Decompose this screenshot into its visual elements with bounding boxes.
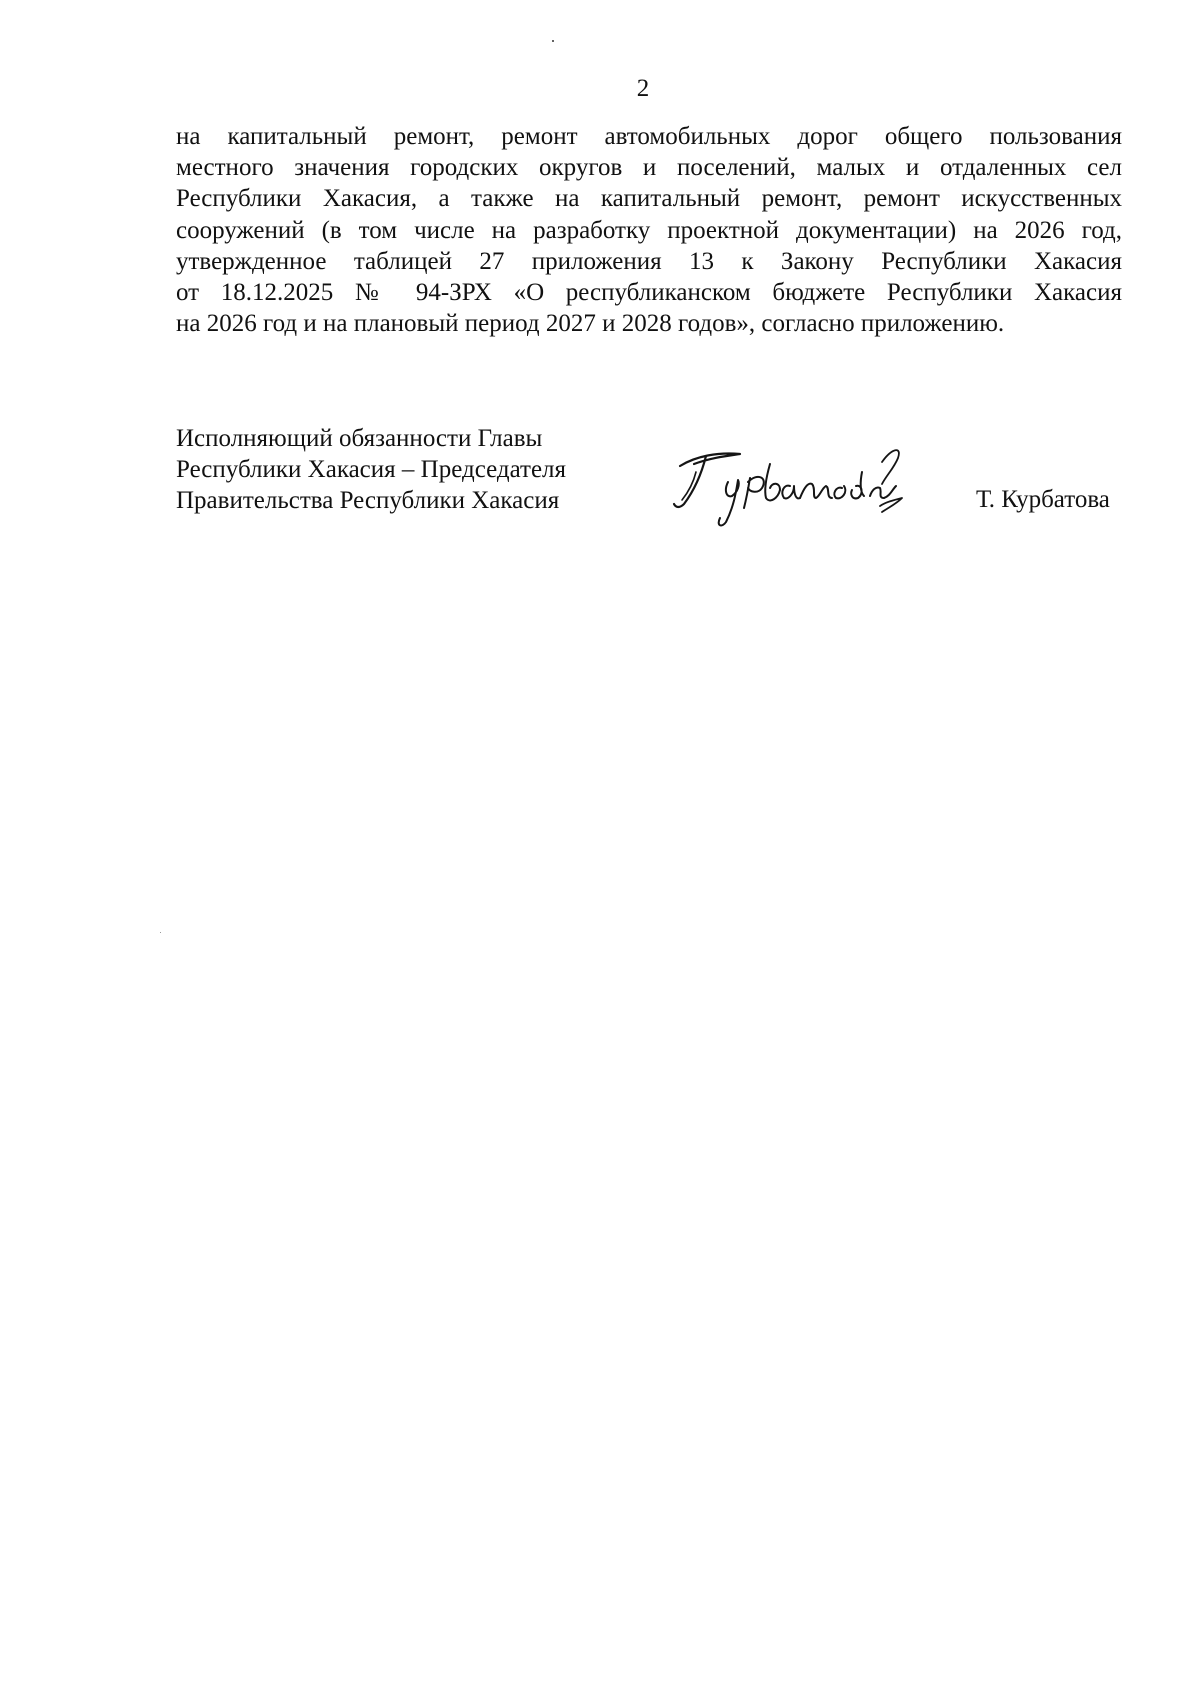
body-line: на капитальный ремонт, ремонт автомобильных дорог общего пользования bbox=[176, 123, 1122, 150]
position-line: Правительства Республики Хакасия bbox=[176, 487, 560, 514]
body-line: от 18.12.2025 № 94-ЗРХ «О республиканском бюджете Республики Хакасия bbox=[176, 278, 1122, 306]
body-line: Республики Хакасия, а также на капитальный ремонт, ремонт искусственных bbox=[176, 185, 1122, 213]
body-line: утвержденное таблицей 27 приложения 13 к Закону Республики Хакасия bbox=[176, 247, 1122, 275]
signatory-position bbox=[176, 423, 566, 516]
scan-speck bbox=[160, 932, 161, 933]
body-line: сооружений (в том числе на разработку проектной документации) на 2026 год, bbox=[176, 216, 1122, 244]
signatory-name: Т. Курбатова bbox=[976, 486, 1110, 513]
scan-speck bbox=[552, 40, 554, 42]
page-number: 2 bbox=[636, 75, 650, 102]
position-line: Республики Хакасия – Председателя bbox=[176, 456, 567, 483]
handwritten-signature bbox=[666, 442, 926, 532]
body-line: местного значения городских округов и поселений, малых и отдаленных сел bbox=[176, 154, 1122, 182]
position-line: Исполняющий обязанности Главы bbox=[176, 425, 543, 452]
body-line: на 2026 год и на плановый период 2027 и 2028 годов», согласно приложению. bbox=[176, 310, 1005, 338]
body-paragraph bbox=[176, 121, 1122, 339]
